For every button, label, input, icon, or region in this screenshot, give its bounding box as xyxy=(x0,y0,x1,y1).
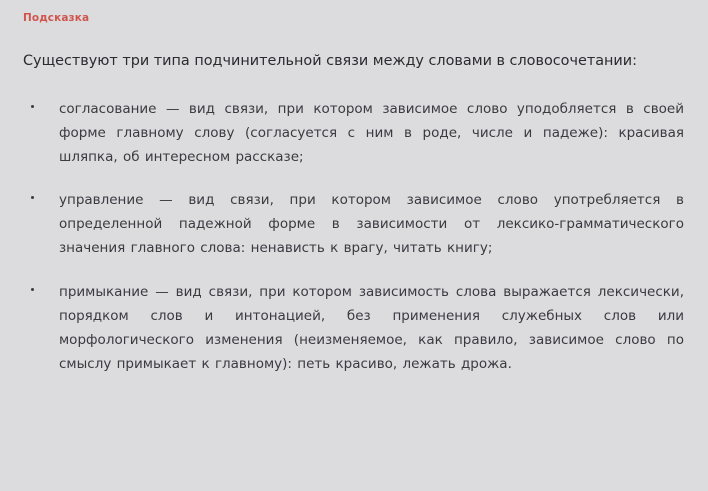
list-item-government xyxy=(23,188,684,260)
hint-intro: Существуют три типа подчинительной связи между словами в словосочетании: xyxy=(23,53,637,69)
list-item-agreement xyxy=(23,97,684,169)
hint-title: Подсказка xyxy=(23,12,90,24)
bullet-icon xyxy=(31,288,34,291)
bullet-icon xyxy=(31,196,34,199)
list-item-adjunction xyxy=(23,280,684,376)
list-item-text: примыкание — вид связи, при котором зависимость слова выражается лексически, порядком слов и интонацией, без применения служебных слов или морфологического изменения (неизменяемое, как правило, зависимое слово по смыслу примыкает к главному): петь красиво, лежать дрожа. xyxy=(59,284,684,372)
list-item-text: управление — вид связи, при котором зависимое слово употребляется в определенной падежной форме в зависимости от лексико-грамматического значения главного слова: ненависть к врагу, читать книгу; xyxy=(59,192,684,256)
bullet-icon xyxy=(31,105,34,108)
list-item-text: согласование — вид связи, при котором зависимое слово уподобляется в своей форме главному слову (согласуется с ним в роде, числе и падеже): красивая шляпка, об интересном рассказе; xyxy=(59,101,684,165)
